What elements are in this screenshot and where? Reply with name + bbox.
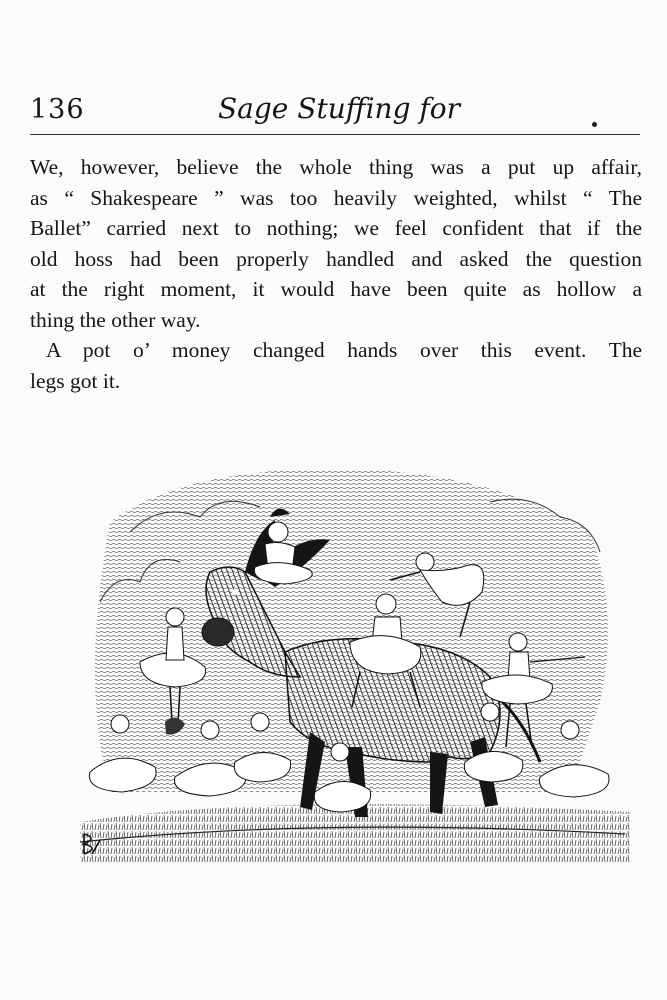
text-line: A pot o’ money changed hands over this event. The — [46, 338, 642, 362]
engraving-illustration — [70, 462, 630, 872]
text-line: Ballet” carried next to nothing; we feel confident that if the — [30, 216, 642, 240]
text-line: thing the other way. — [30, 307, 201, 332]
text-line: old hoss had been properly handled and asked the question — [30, 246, 642, 271]
ink-speck — [592, 122, 597, 127]
text-line: legs got it. — [30, 368, 121, 393]
header-rule — [30, 134, 640, 135]
donkey-and-dancers-engraving — [70, 462, 630, 872]
paragraph-1 — [30, 152, 642, 335]
paragraph-2 — [30, 335, 642, 396]
text-line: at the right moment, it would have been quite as hollow a — [30, 277, 642, 301]
running-title: Sage Stuffing for — [218, 92, 460, 125]
text-line: We, however, believe the whole thing was a put up affair, — [30, 155, 642, 179]
page-number: 136 — [30, 94, 85, 125]
body-text — [30, 152, 642, 396]
running-head — [30, 92, 640, 132]
text-line: as “ Shakespeare ” was too heavily weighted, whilst “ The — [30, 185, 642, 210]
